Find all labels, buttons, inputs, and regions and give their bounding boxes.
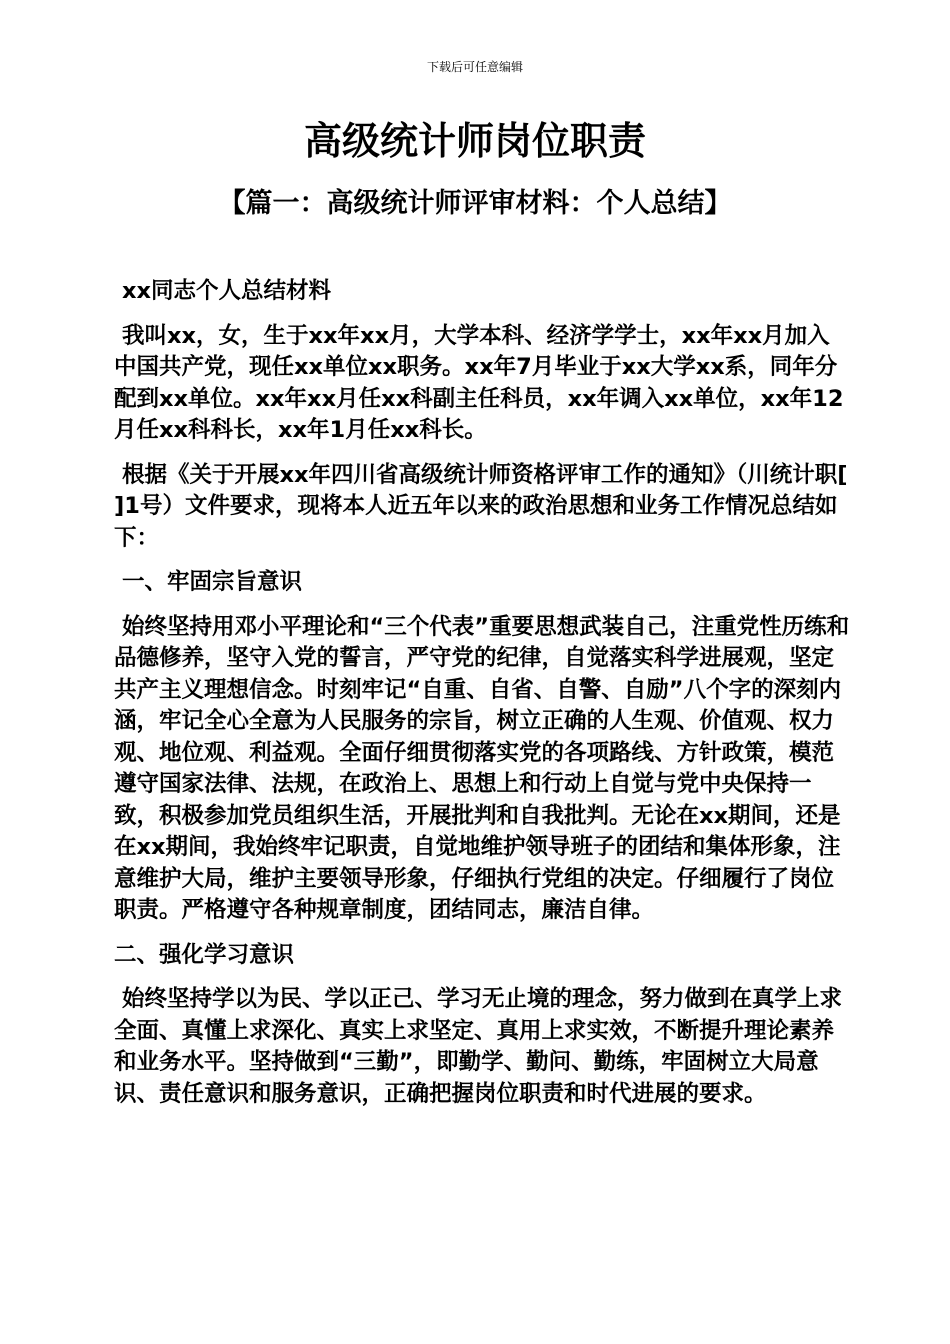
page-header-note: 下载后可任意编辑: [426, 60, 523, 74]
document-body: [114, 276, 850, 1123]
basis-paragraph: 根据《关于开展xx年四川省高级统计师资格评审工作的通知》（川统计职[ ]1号）文件要求，现将本人近五年以来的政治思想和业务工作情况总结如下：: [114, 461, 848, 551]
section-paragraph-1: 始终坚持用邓小平理论和“三个代表”重要思想武装自己，注重党性历练和品德修养，坚守入党的誓言，严守党的纪律，自觉落实科学进展观，坚定共产主义理想信念。时刻牢记“自重、自省、自警、自励”八个字的深刻内涵，牢记全心全意为人民服务的宗旨，树立正确的人生观、价值观、权力观、地位观、利益观。全面仔细贯彻落实党的各项路线、方针政策，模范遵守国家法律、法规，在政治上、思想上和行动上自觉与党中央保持一致，积极参加党员组织生活，开展批判和自我批判。无论在xx期间，还是在xx期间，我始终牢记职责，自觉地维护领导班子的团结和集体形象，注意维护大局，维护主要领导形象，仔细执行党组的决定。仔细履行了岗位职责。严格遵守各种规章制度，团结同志，廉洁自律。: [114, 613, 850, 923]
intro-paragraph: 我叫xx，女，生于xx年xx月，大学本科、经济学学士，xx年xx月加入中国共产党，现任xx单位xx职务。xx年7月毕业于xx大学xx系，同年分配到xx单位。xx年xx月任xx科副主任科员，xx年调入xx单位，xx年12月任xx科科长，xx年1月任xx科长。: [114, 322, 844, 443]
section-heading-1: 一、牢固宗旨意识: [122, 569, 303, 595]
document-title: 高级统计师岗位职责: [303, 119, 646, 163]
section-heading-2: 二、强化学习意识: [114, 941, 295, 968]
document-subtitle: 【篇一：高级统计师评审材料：个人总结】: [218, 188, 732, 219]
summary-title: xx同志个人总结材料: [122, 278, 332, 304]
section-paragraph-2: 始终坚持学以为民、学以正己、学习无止境的理念，努力做到在真学上求全面、真懂上求深化、真实上求坚定、真用上求实效，不断提升理论素养和业务水平。坚持做到“三勤”，即勤学、勤问、勤练，牢固树立大局意识、责任意识和服务意识，正确把握岗位职责和时代进展的要求。: [114, 986, 843, 1107]
